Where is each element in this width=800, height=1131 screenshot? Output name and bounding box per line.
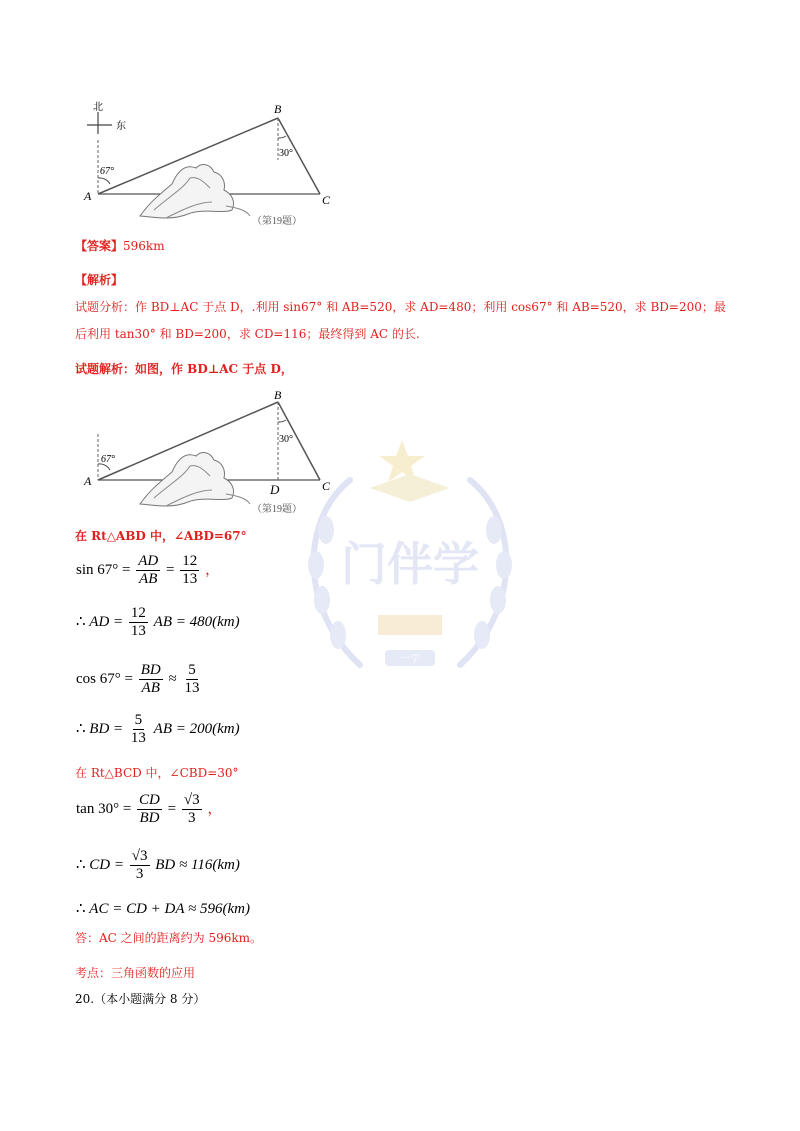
east-label: 东 [116,121,126,132]
vertex-b: B [274,102,282,116]
north-label: 北 [93,102,103,113]
ad-equation: ∴ AD = $\frac{12}{13}$ AB = 480(km) [76,605,240,639]
svg-text:30°: 30° [279,148,293,159]
svg-text:（第19题）: （第19题） [252,504,302,515]
next-question: 20.（本小题满分 8 分） [75,992,206,1006]
svg-text:门伴学: 门伴学 [341,537,479,591]
bd-equation: ∴ BD = $\frac{5}{13}$ AB = 200(km) [76,712,240,746]
cd-equation: ∴ CD = $\frac{√3}{3}$ BD ≈ 116(km) [76,848,240,882]
analysis-line-1: 试题分析：作 BD⊥AC 于点 D，.利用 sin67° 和 AB=520，求 AD=480；利用 cos67° 和 AB=520，求 BD=200；最 [75,300,726,314]
svg-text:D: D [270,482,280,497]
solution-intro: 试题解析：如图，作 BD⊥AC 于点 D， [75,362,293,376]
svg-text:67°: 67° [100,166,114,177]
vertex-c: C [322,193,331,207]
svg-text:67°: 67° [101,454,115,465]
svg-text:C: C [322,479,331,493]
figure-triangle-2 [80,388,360,518]
final-answer: 答：AC 之间的距离约为 596km。 [75,931,263,945]
svg-text:一学: 一学 [400,654,420,665]
figure-caption: （第19题） [252,216,302,227]
answer-line: 【答案】596km [75,239,165,253]
rt-abd-line: 在 Rt△ABD 中，∠ABD=67° [75,529,247,543]
rt-bcd-line: 在 Rt△BCD 中，∠CBD=30° [75,766,239,780]
svg-text:30°: 30° [279,434,293,445]
analysis-heading: 【解析】 [75,273,124,287]
sin-equation: sin 67° = $\frac{AD}{AB}$ = $\frac{12}{13}$ ， [76,553,220,587]
cos-equation: cos 67° = $\frac{BD}{AB}$ ≈ $\frac{5}{13}$ [76,662,200,696]
svg-text:B: B [274,388,282,402]
kaodian-line: 考点：三角函数的应用 [75,966,196,980]
vertex-a: A [84,189,92,203]
svg-text:A: A [84,474,92,488]
tan-equation: tan 30° = $\frac{CD}{BD}$ = $\frac{√3}{3}$ ， [76,792,223,826]
figure-triangle-1 [80,98,360,228]
analysis-line-2: 后利用 tan30° 和 BD=200，求 CD=116；最终得到 AC 的长. [75,327,420,341]
ac-equation: ∴ AC = CD + DA ≈ 596(km) [76,901,250,917]
